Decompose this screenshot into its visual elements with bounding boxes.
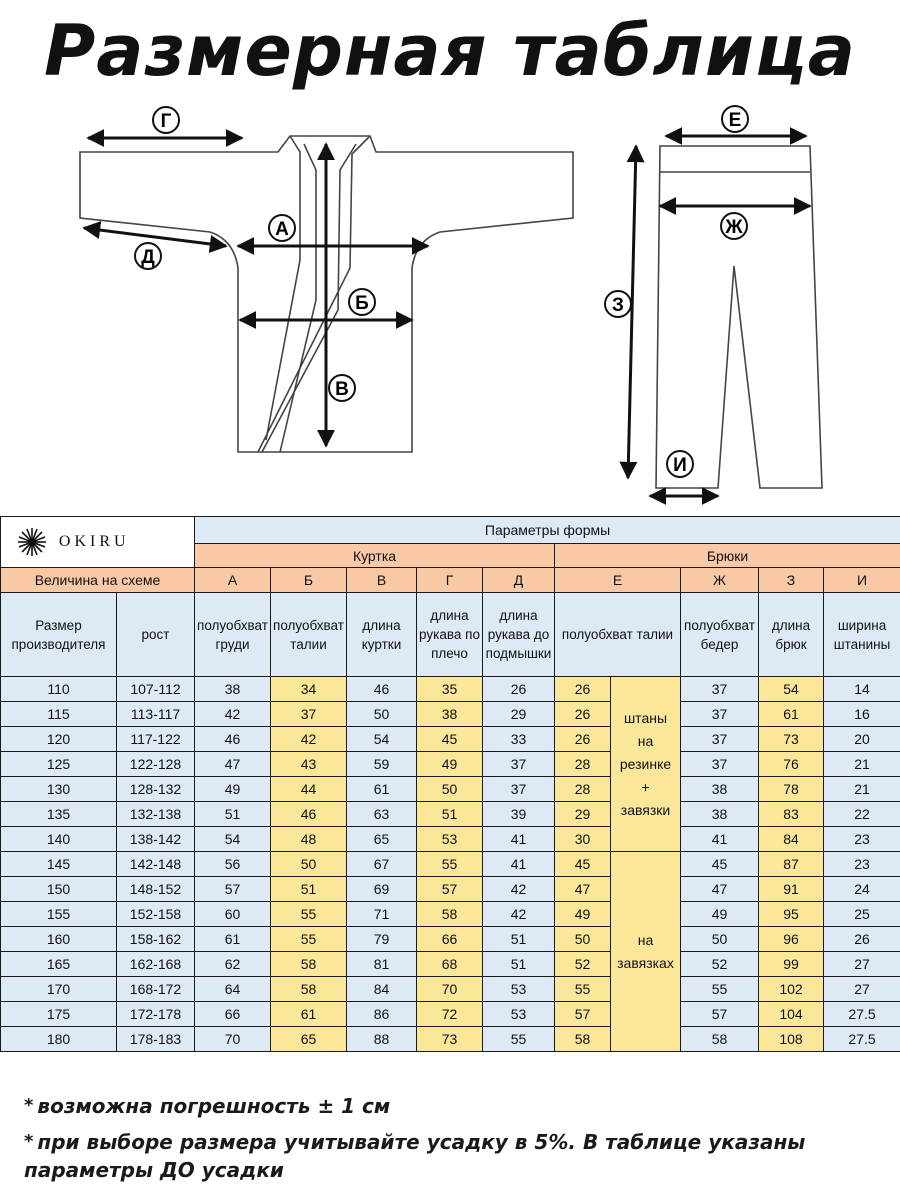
table-cell: 49	[681, 902, 759, 927]
table-cell: 81	[347, 952, 417, 977]
table-cell: 84	[759, 827, 824, 852]
table-cell: 21	[824, 752, 900, 777]
table-cell: 50	[555, 927, 611, 952]
table-cell: 99	[759, 952, 824, 977]
table-cell: 70	[417, 977, 483, 1002]
table-cell: 55	[483, 1027, 555, 1052]
letter-e: Е	[555, 568, 681, 593]
table-cell: 49	[555, 902, 611, 927]
letter-g: Г	[417, 568, 483, 593]
table-cell: 23	[824, 827, 900, 852]
table-cell: 170	[1, 977, 117, 1002]
col-height-header: рост	[117, 593, 195, 677]
col-desc-header: полуобхват груди	[195, 593, 271, 677]
table-cell: 55	[681, 977, 759, 1002]
table-cell: 95	[759, 902, 824, 927]
table-cell: 79	[347, 927, 417, 952]
table-row	[1, 952, 900, 977]
table-cell: 58	[271, 952, 347, 977]
table-row	[1, 877, 900, 902]
table-cell: 102	[759, 977, 824, 1002]
col-desc-header: ширина штанины	[824, 593, 900, 677]
table-cell: 67	[347, 852, 417, 877]
table-cell: 63	[347, 802, 417, 827]
table-cell: 142-148	[117, 852, 195, 877]
footnotes	[24, 1092, 884, 1184]
label-a-text: А	[275, 219, 289, 240]
table-row	[1, 752, 900, 777]
table-cell: 46	[195, 727, 271, 752]
label-e-text: Е	[728, 110, 742, 131]
table-cell: 113-117	[117, 702, 195, 727]
table-cell: 47	[195, 752, 271, 777]
table-cell: 14	[824, 677, 900, 702]
table-cell: 55	[417, 852, 483, 877]
table-cell: 54	[195, 827, 271, 852]
table-cell: 51	[483, 952, 555, 977]
table-cell: 172-178	[117, 1002, 195, 1027]
table-cell: 76	[759, 752, 824, 777]
table-cell: 145	[1, 852, 117, 877]
table-cell: 44	[271, 777, 347, 802]
table-cell: 61	[347, 777, 417, 802]
table-cell: 138-142	[117, 827, 195, 852]
table-cell: 128-132	[117, 777, 195, 802]
table-cell: 53	[483, 977, 555, 1002]
brand-logo	[1, 517, 195, 568]
table-cell: 66	[195, 1002, 271, 1027]
table-row	[1, 977, 900, 1002]
table-cell: 71	[347, 902, 417, 927]
jacket-label-a	[269, 215, 295, 241]
table-cell: 64	[195, 977, 271, 1002]
table-cell: 37	[681, 727, 759, 752]
label-zh-text: Ж	[725, 217, 743, 238]
pants-label-e	[722, 106, 748, 132]
scheme-label: Величина на схеме	[1, 568, 195, 593]
table-cell: 66	[417, 927, 483, 952]
table-row	[1, 802, 900, 827]
table-cell: 33	[483, 727, 555, 752]
table-cell: 53	[417, 827, 483, 852]
table-cell: 83	[759, 802, 824, 827]
table-cell: 38	[195, 677, 271, 702]
table-cell: 50	[347, 702, 417, 727]
table-cell: 16	[824, 702, 900, 727]
table-cell: 22	[824, 802, 900, 827]
table-cell: 37	[483, 752, 555, 777]
table-cell: 37	[681, 677, 759, 702]
table-cell: 27.5	[824, 1002, 900, 1027]
table-cell: 51	[417, 802, 483, 827]
table-cell: 155	[1, 902, 117, 927]
table-cell: 27	[824, 977, 900, 1002]
table-cell: 27	[824, 952, 900, 977]
col-desc-header: длина рукава по плечо	[417, 593, 483, 677]
label-b-text: Б	[355, 293, 369, 314]
table-cell: 87	[759, 852, 824, 877]
table-cell: 21	[824, 777, 900, 802]
table-cell: 125	[1, 752, 117, 777]
table-cell: 104	[759, 1002, 824, 1027]
table-row	[1, 727, 900, 752]
col-desc-header: полуобхват талии	[555, 593, 681, 677]
table-cell: 65	[347, 827, 417, 852]
table-cell: 26	[555, 727, 611, 752]
table-cell: 38	[417, 702, 483, 727]
table-row	[1, 777, 900, 802]
table-row	[1, 902, 900, 927]
table-cell: 180	[1, 1027, 117, 1052]
sun-logo-icon	[17, 527, 47, 557]
table-row	[1, 677, 900, 702]
label-z-text: З	[612, 295, 624, 316]
table-cell: 96	[759, 927, 824, 952]
table-cell: 168-172	[117, 977, 195, 1002]
label-d-text: Д	[141, 247, 155, 268]
table-cell: 55	[271, 927, 347, 952]
table-cell: 49	[195, 777, 271, 802]
table-cell: 48	[271, 827, 347, 852]
table-cell: 65	[271, 1027, 347, 1052]
letter-zh: Ж	[681, 568, 759, 593]
table-cell: 42	[195, 702, 271, 727]
table-cell: 57	[417, 877, 483, 902]
label-v-text: В	[335, 379, 349, 400]
table-cell: 86	[347, 1002, 417, 1027]
jacket-label-v	[329, 375, 355, 401]
table-cell: 38	[681, 777, 759, 802]
table-cell: 61	[759, 702, 824, 727]
table-cell: 91	[759, 877, 824, 902]
table-cell: 70	[195, 1027, 271, 1052]
table-row	[1, 827, 900, 852]
table-row	[1, 852, 900, 877]
table-cell: 158-162	[117, 927, 195, 952]
col-desc-header: длина брюк	[759, 593, 824, 677]
table-cell: 52	[555, 952, 611, 977]
table-cell: 41	[483, 852, 555, 877]
table-cell: 175	[1, 1002, 117, 1027]
table-cell: 61	[195, 927, 271, 952]
pants-label-zh	[721, 213, 747, 239]
col-desc-header: полуобхват талии	[271, 593, 347, 677]
table-row	[1, 702, 900, 727]
table-cell: 107-112	[117, 677, 195, 702]
table-cell: 25	[824, 902, 900, 927]
table-cell: 73	[417, 1027, 483, 1052]
table-cell: 58	[681, 1027, 759, 1052]
table-cell: 55	[271, 902, 347, 927]
table-cell: 43	[271, 752, 347, 777]
table-cell: 51	[195, 802, 271, 827]
table-cell: 160	[1, 927, 117, 952]
size-diagram	[0, 100, 900, 510]
table-cell: 47	[681, 877, 759, 902]
letter-i: И	[824, 568, 900, 593]
table-cell: 55	[555, 977, 611, 1002]
table-cell: 69	[347, 877, 417, 902]
footnote-2: * при выборе размера учитывайте усадку в 5%. В таблице указаны параметры ДО усадки	[24, 1130, 806, 1182]
table-cell: 56	[195, 852, 271, 877]
table-cell: 28	[555, 777, 611, 802]
table-cell: 148-152	[117, 877, 195, 902]
waist-note-ties: на завязках	[611, 852, 681, 1052]
table-cell: 57	[681, 1002, 759, 1027]
table-cell: 51	[483, 927, 555, 952]
jacket-label-d	[135, 243, 161, 269]
table-cell: 51	[271, 877, 347, 902]
table-cell: 24	[824, 877, 900, 902]
table-cell: 115	[1, 702, 117, 727]
table-cell: 29	[555, 802, 611, 827]
brand-name: OKIRU	[58, 533, 130, 550]
table-cell: 178-183	[117, 1027, 195, 1052]
label-i-text: И	[673, 455, 687, 476]
table-cell: 140	[1, 827, 117, 852]
table-row	[1, 1002, 900, 1027]
table-cell: 38	[681, 802, 759, 827]
table-cell: 47	[555, 877, 611, 902]
table-cell: 45	[681, 852, 759, 877]
table-cell: 88	[347, 1027, 417, 1052]
table-cell: 68	[417, 952, 483, 977]
pants-label-i	[667, 451, 693, 477]
table-cell: 30	[555, 827, 611, 852]
pants-drawing	[656, 146, 822, 488]
table-cell: 45	[417, 727, 483, 752]
table-cell: 50	[271, 852, 347, 877]
table-cell: 165	[1, 952, 117, 977]
table-cell: 73	[759, 727, 824, 752]
table-cell: 35	[417, 677, 483, 702]
table-cell: 58	[271, 977, 347, 1002]
table-cell: 45	[555, 852, 611, 877]
table-row	[1, 1027, 900, 1052]
table-cell: 135	[1, 802, 117, 827]
letter-z: З	[759, 568, 824, 593]
table-cell: 26	[824, 927, 900, 952]
table-cell: 42	[483, 902, 555, 927]
page-title: Размерная таблица	[43, 10, 857, 92]
table-cell: 37	[483, 777, 555, 802]
table-cell: 49	[417, 752, 483, 777]
table-cell: 39	[483, 802, 555, 827]
table-cell: 26	[483, 677, 555, 702]
pants-header: Брюки	[555, 544, 900, 568]
table-cell: 42	[271, 727, 347, 752]
table-cell: 27.5	[824, 1027, 900, 1052]
table-cell: 53	[483, 1002, 555, 1027]
col-desc-header: длина рукава до подмышки	[483, 593, 555, 677]
label-g-text: Г	[160, 111, 172, 132]
footnote-1: * возможна погрешность ± 1 см	[24, 1094, 391, 1118]
letter-v: В	[347, 568, 417, 593]
table-row	[1, 927, 900, 952]
table-cell: 122-128	[117, 752, 195, 777]
table-cell: 34	[271, 677, 347, 702]
table-cell: 120	[1, 727, 117, 752]
table-cell: 41	[483, 827, 555, 852]
table-cell: 37	[271, 702, 347, 727]
table-cell: 84	[347, 977, 417, 1002]
table-cell: 60	[195, 902, 271, 927]
table-cell: 37	[681, 752, 759, 777]
jacket-header: Куртка	[195, 544, 555, 568]
table-cell: 29	[483, 702, 555, 727]
table-cell: 58	[555, 1027, 611, 1052]
table-cell: 57	[555, 1002, 611, 1027]
table-cell: 72	[417, 1002, 483, 1027]
table-cell: 62	[195, 952, 271, 977]
table-cell: 57	[195, 877, 271, 902]
table-cell: 108	[759, 1027, 824, 1052]
table-cell: 23	[824, 852, 900, 877]
letter-d: Д	[483, 568, 555, 593]
col-size-header: Размер производителя	[1, 593, 117, 677]
col-desc-header: полуобхват бедер	[681, 593, 759, 677]
table-cell: 130	[1, 777, 117, 802]
table-cell: 42	[483, 877, 555, 902]
waist-note-elastic: штаны на резинке + завязки	[611, 677, 681, 852]
jacket-label-b	[349, 289, 375, 315]
size-table	[0, 516, 900, 1052]
table-cell: 54	[347, 727, 417, 752]
table-cell: 78	[759, 777, 824, 802]
table-cell: 52	[681, 952, 759, 977]
table-cell: 132-138	[117, 802, 195, 827]
table-cell: 26	[555, 702, 611, 727]
table-cell: 150	[1, 877, 117, 902]
table-cell: 37	[681, 702, 759, 727]
jacket-label-g	[153, 107, 179, 133]
table-cell: 117-122	[117, 727, 195, 752]
params-header: Параметры формы	[195, 517, 900, 544]
table-cell: 58	[417, 902, 483, 927]
table-cell: 46	[347, 677, 417, 702]
table-cell: 41	[681, 827, 759, 852]
table-cell: 59	[347, 752, 417, 777]
table-cell: 46	[271, 802, 347, 827]
pants-label-z	[605, 291, 631, 317]
table-cell: 61	[271, 1002, 347, 1027]
table-cell: 162-168	[117, 952, 195, 977]
table-cell: 50	[681, 927, 759, 952]
table-cell: 110	[1, 677, 117, 702]
letter-a: А	[195, 568, 271, 593]
table-cell: 152-158	[117, 902, 195, 927]
table-cell: 26	[555, 677, 611, 702]
table-cell: 28	[555, 752, 611, 777]
table-cell: 50	[417, 777, 483, 802]
table-cell: 20	[824, 727, 900, 752]
col-desc-header: длина куртки	[347, 593, 417, 677]
table-cell: 54	[759, 677, 824, 702]
letter-b: Б	[271, 568, 347, 593]
